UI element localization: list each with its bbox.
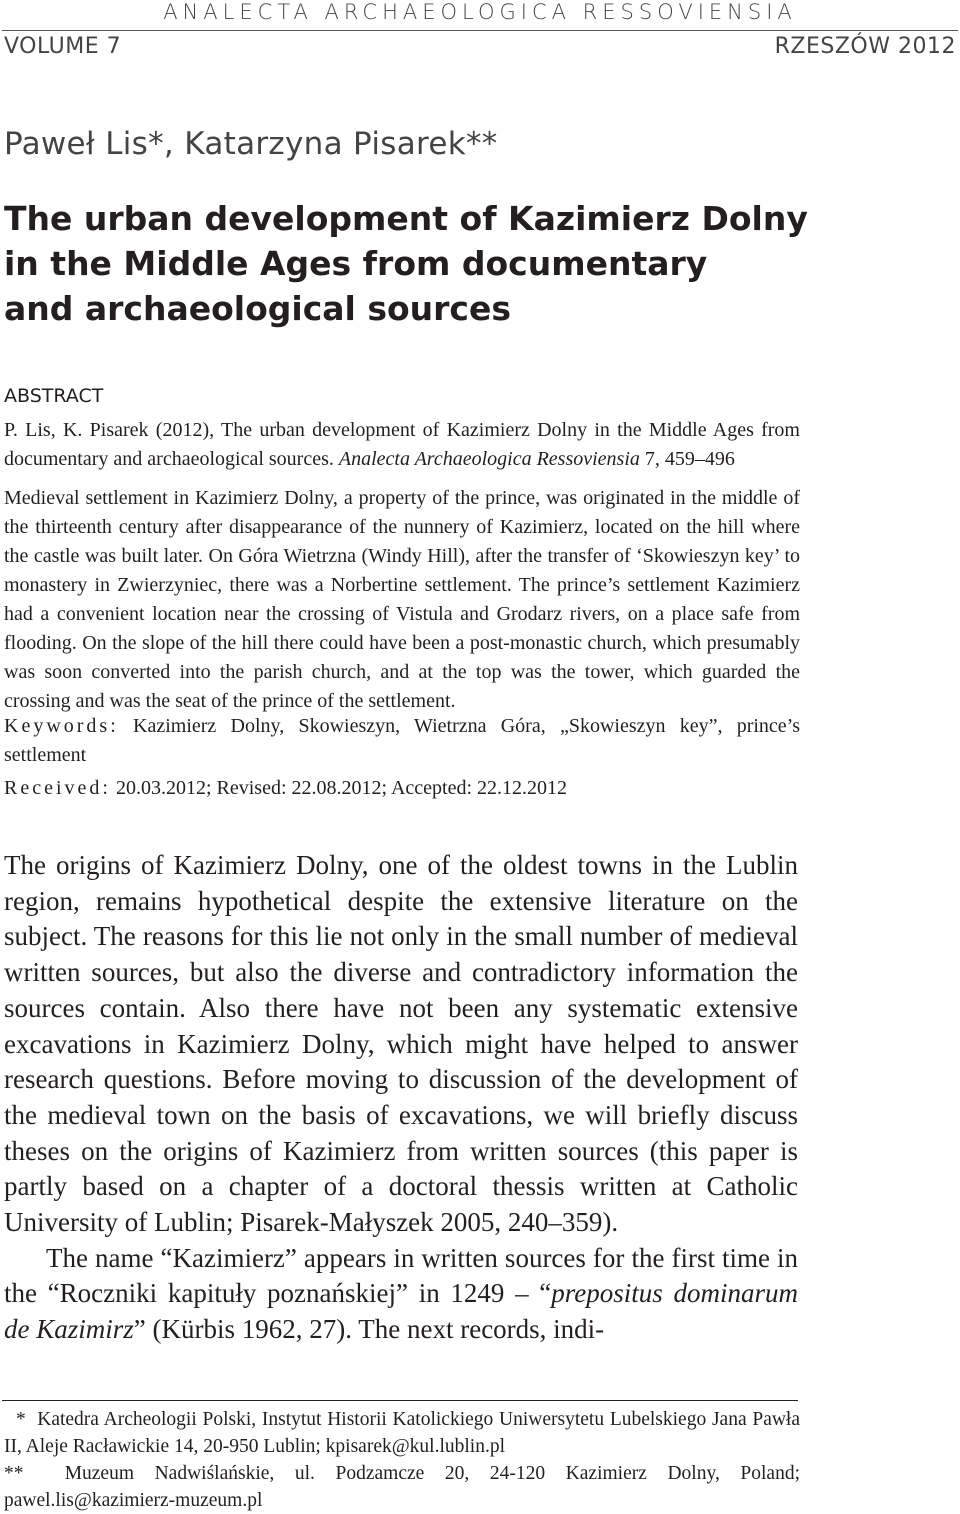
footnote-rule	[2, 1400, 798, 1401]
paragraph-2	[4, 1241, 798, 1348]
paragraph-2-start: The name “Kazimierz” appears in written sources for the first time in the “Roczniki kapituły poznańskiej” in 1249 – “	[4, 1242, 798, 1309]
paragraph-1: The origins of Kazimierz Dolny, one of the oldest towns in the Lublin region, remains hypothetical despite the extensive literature on the subject. The reasons for this lie not only in the small number of medieval written sources, but also the diverse and contradictory information the sources contain. Also there have not been any systematic extensive excavations in Kazimierz Dolny, which might have helped to answer research questions. Before moving to discussion of the development of the medieval town on the basis of excavations, we will briefly discuss theses on the origins of Kazimierz from written sources (this paper is partly based on a chapter of a doctoral thessis written at Catholic University of Lublin; Pisarek-Małyszek 2005, 240–359).	[4, 850, 798, 1238]
footnote-1-marker: *	[16, 1409, 26, 1430]
received-label: Received:	[4, 777, 111, 799]
keywords	[4, 712, 800, 770]
title-line-3: and archaeological sources	[4, 289, 512, 328]
keywords-label: Keywords:	[4, 715, 119, 737]
abstract-citation	[4, 416, 800, 474]
volume-label: VOLUME 7	[4, 34, 122, 59]
footnote-2	[4, 1460, 800, 1514]
footnote-2-text: Muzeum Nadwiślańskie, ul. Podzamcze 20, 24-120 Kazimierz Dolny, Poland; pawel.lis@kazimierz-muzeum.pl	[4, 1463, 800, 1511]
dates-text: 20.03.2012; Revised: 22.08.2012; Accepted: 22.12.2012	[115, 777, 568, 799]
title-line-2: in the Middle Ages from documentary	[4, 244, 708, 283]
journal-name: ANALECTA ARCHAEOLOGICA RESSOVIENSIA	[163, 0, 797, 24]
abstract-body: Medieval settlement in Kazimierz Dolny, a property of the prince, was originated in the middle of the thirteenth century after disappearance of the nunnery of Kazimierz, located on the hill where the castle was built later. On Góra Wietrzna (Windy Hill), after the transfer of ‘Skowieszyn key’ to monastery in Zwierzyniec, there was a Norbertine settlement. The prince’s settlement Kazimierz had a convenient location near the crossing of Vistula and Grodarz rivers, on a place safe from flooding. On the slope of the hill there could have been a post-monastic church, which presumably was soon converted into the parish church, and at the top was the tower, which guarded the crossing and was the seat of the prince of the settlement.	[4, 487, 800, 712]
footnote-1	[4, 1406, 800, 1460]
title-line-1: The urban development of Kazimierz Dolny	[4, 199, 808, 238]
paragraph-2-quote: prepositus dominarum de Kazimirz	[4, 1278, 798, 1345]
footnote-2-marker: **	[4, 1463, 24, 1484]
citation-pages: 7, 459–496	[644, 448, 735, 470]
citation-text: P. Lis, K. Pisarek (2012), The urban development of Kazimierz Dolny in the Middle Ages from documentary and archaeological sources.	[4, 419, 800, 470]
footnote-1-text: Katedra Archeologii Polski, Instytut Historii Katolickiego Uniwersytetu Lubelskiego Jana Pawła II, Aleje Racławickie 14, 20-950 Lublin; kpisarek@kul.lublin.pl	[4, 1409, 801, 1457]
header-rule	[2, 30, 958, 31]
article-dates	[4, 774, 800, 803]
citation-journal: Analecta Archaeologica Ressoviensia	[338, 448, 640, 470]
article-title	[4, 196, 904, 331]
main-text	[4, 848, 798, 1348]
keywords-list: Kazimierz Dolny, Skowieszyn, Wietrzna Góra, „Skowieszyn key”, prince’s settlement	[4, 715, 801, 766]
paragraph-2-end: ” (Kürbis 1962, 27). The next records, indi-	[133, 1314, 605, 1345]
article-authors: Paweł Lis*, Katarzyna Pisarek**	[4, 126, 498, 162]
place-year-label: RZESZÓW 2012	[774, 34, 956, 59]
abstract-heading: ABSTRACT	[4, 385, 104, 407]
